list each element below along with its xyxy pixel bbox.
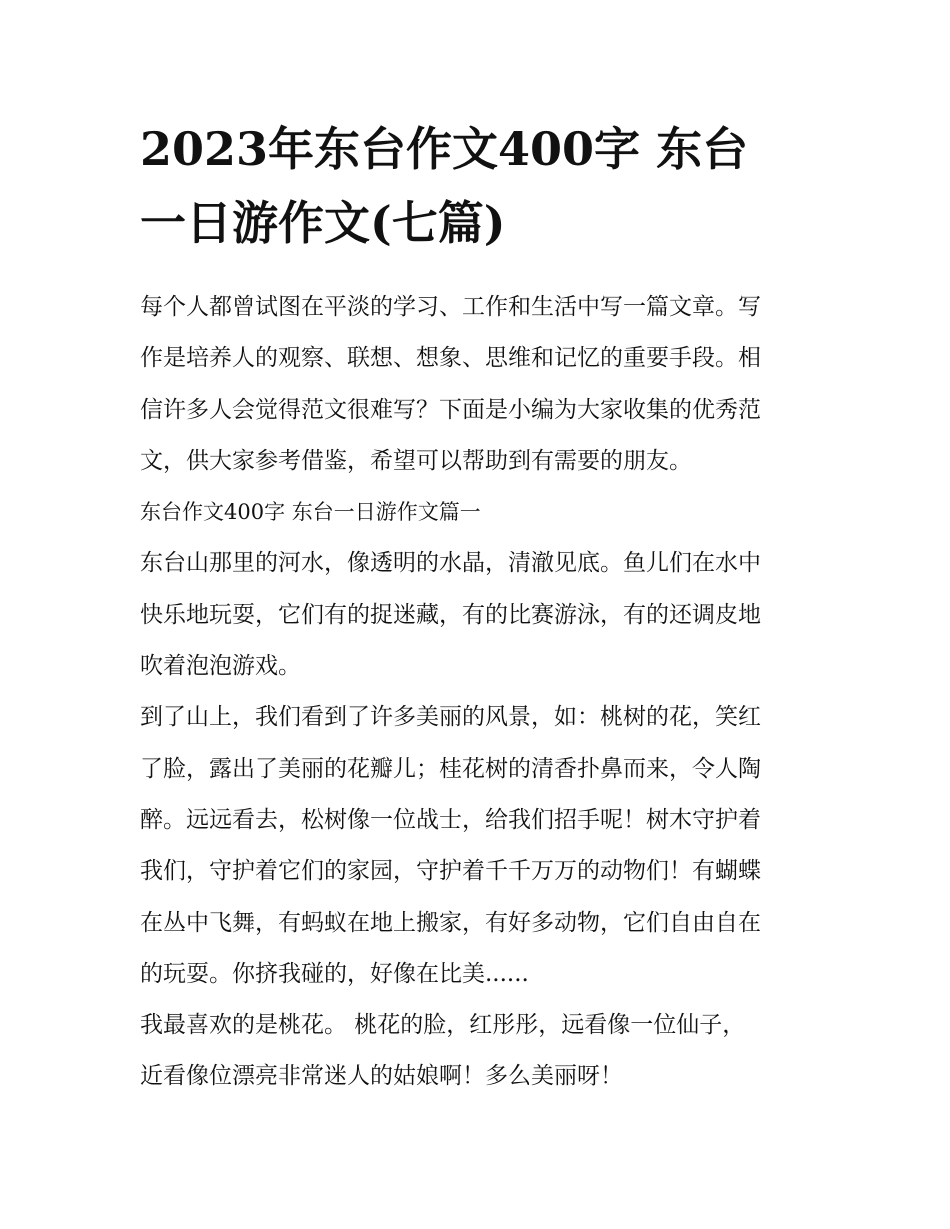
title-line-2: 一日游作文(七篇): [140, 196, 506, 250]
text-line: 了脸，露出了美丽的花瓣儿；桂花树的清香扑鼻而来，令人陶: [140, 755, 761, 782]
text-line: 文，供大家参考借鉴，希望可以帮助到有需要的朋友。: [140, 447, 692, 474]
text-line: 作是培养人的观察、联想、想象、思维和记忆的重要手段。相: [140, 345, 761, 372]
title-line-1: 2023年东台作文400字 东台: [140, 122, 749, 176]
section-heading: 东台作文400字 东台一日游作文篇一: [140, 500, 481, 525]
text-line: 醉。远远看去，松树像一位战士，给我们招手呢！树木守护着: [140, 806, 761, 833]
text-line: 快乐地玩耍，它们有的捉迷藏，有的比赛游泳，有的还调皮地: [140, 601, 761, 628]
text-line: 东台山那里的河水，像透明的水晶，清澈见底。鱼儿们在水中: [140, 550, 761, 577]
document-body: [140, 282, 812, 1103]
text-line: 信许多人会觉得范文很难写？下面是小编为大家收集的优秀范: [140, 396, 761, 423]
text-line: 的玩耍。你挤我碰的，好像在比美......: [140, 960, 529, 987]
text-line: 我最喜欢的是桃花。 桃花的脸，红彤彤，远看像一位仙子，: [140, 1012, 746, 1039]
text-line: 我们，守护着它们的家园，守护着千千万万的动物们！有蝴蝶: [140, 858, 761, 885]
text-line: 到了山上，我们看到了许多美丽的风景，如：桃树的花，笑红: [140, 704, 761, 731]
text-line: 近看像位漂亮非常迷人的姑娘啊！多么美丽呀！: [140, 1063, 623, 1090]
text-line: 每个人都曾试图在平淡的学习、工作和生活中写一篇文章。写: [140, 294, 761, 320]
text-line: 吹着泡泡游戏。: [140, 653, 301, 680]
document-title: [140, 112, 812, 260]
text-line: 在丛中飞舞，有蚂蚁在地上搬家，有好多动物，它们自由自在: [140, 909, 761, 936]
document-page: [140, 112, 812, 1103]
